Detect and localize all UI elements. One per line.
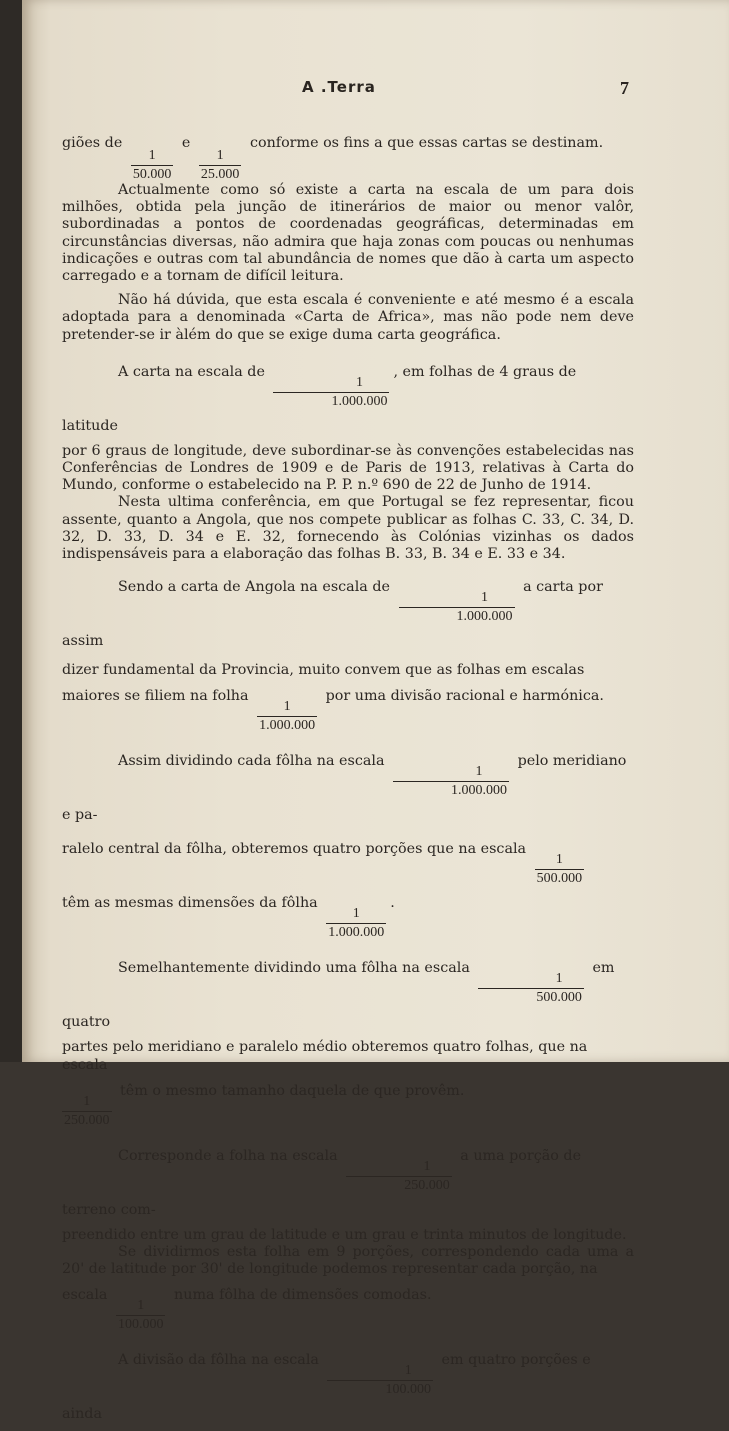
numerator: 1: [216, 148, 224, 163]
fraction: [327, 1364, 433, 1397]
fraction: [116, 1299, 166, 1332]
paragraph: [62, 1278, 634, 1332]
numerator: 1: [137, 1298, 145, 1314]
paragraph: [62, 832, 634, 886]
paragraph: Actualmente como só existe a carta na escala de um para dois milhões, obtida pela junção de itinerários de maior ou menor valôr, subordinadas a pontos de coordenadas geográficas, determinadas em circunstâncias diversas, não admira que haja zonas com poucas ou nenhumas indicações e outras com tal abundância de nomes que dão à carta um aspecto carregado e a tornam de difícil leitura.: [62, 182, 634, 285]
numerator: 1: [555, 852, 563, 868]
book-page: [22, 0, 729, 1423]
paragraph: têm as mesmas dimensões da fôlha $\frac{1}{1.000.000}$ .: [62, 895, 395, 941]
text-span: giões de: [62, 135, 123, 151]
numerator: 1: [283, 699, 291, 715]
denominator: 1.000.000: [393, 781, 509, 798]
text-span: maiores se filiem na folha: [62, 688, 249, 705]
fraction: [62, 1095, 112, 1128]
paragraph: [62, 570, 634, 658]
numerator: 1: [352, 906, 360, 922]
text-span: pelo meridiano e pa-: [62, 753, 627, 824]
paragraph: Não há dúvida, que esta escala é conveniente e até mesmo é a escala adoptada para a denominada «Carta de Africa», mas não pode nem deve pretender-se ir àlém do que se exige duma carta geográfica.: [62, 292, 634, 343]
denominator: 25.000: [200, 167, 240, 182]
numerator: 1: [148, 148, 156, 163]
denominator: 250.000: [346, 1176, 452, 1193]
text-span: Sendo a carta de Angola na escala de: [118, 579, 390, 596]
paragraph: [62, 1343, 634, 1431]
text-span: conforme os fins a que essas cartas se destinam.: [249, 135, 604, 151]
denominator: 250.000: [64, 1112, 110, 1128]
paragraph: [62, 951, 634, 1039]
denominator: 1.000.000: [259, 718, 316, 734]
page-number: 7: [620, 78, 629, 98]
numerator: 1: [355, 374, 363, 390]
paragraph: Nesta ultima conferência, em que Portugal se fez representar, ficou assente, quanto a Angola, que nos compete publicar as folhas C. 33, C. 34, D. 32, D. 33, D. 34 e E. 32, fornecendo às Colónias vizinhas os dados indispensáveis para a elaboração das folhas B. 33, B. 34 e E. 33 e 34.: [62, 494, 634, 563]
text-span: por uma divisão racional e harmónica.: [325, 688, 604, 705]
text-span: a carta por assim: [62, 579, 603, 650]
running-title: A .Terra: [302, 78, 376, 96]
text-span: Assim dividindo cada fôlha na escala: [118, 753, 385, 770]
numerator: 1: [555, 971, 563, 987]
numerator: 1: [83, 1093, 91, 1109]
denominator: 500.000: [478, 988, 584, 1005]
text-span: ralelo central da fôlha, obteremos quatro porções que na escala: [62, 841, 527, 858]
fraction: [131, 149, 174, 182]
running-header: [22, 78, 729, 98]
numerator: 1: [475, 764, 483, 780]
text-span: escala: [62, 1287, 108, 1304]
fraction: [346, 1160, 452, 1193]
fraction: [326, 907, 386, 940]
numerator: 1: [481, 590, 489, 606]
paragraph: dizer fundamental da Provincia, muito convem que as folhas em escalas: [62, 662, 585, 679]
denominator: 500.000: [536, 871, 583, 887]
text-span: numa fôlha de dimensões comodas.: [174, 1287, 432, 1304]
denominator: 50.000: [132, 167, 172, 182]
fraction: [399, 591, 515, 624]
paragraph: [62, 679, 634, 733]
denominator: 100.000: [327, 1380, 433, 1397]
text-span: A divisão da fôlha na escala: [118, 1352, 319, 1369]
paragraph: [62, 1139, 634, 1227]
paragraph: [62, 126, 634, 182]
paragraph: [62, 355, 634, 443]
fraction: [273, 376, 389, 409]
fraction: [199, 149, 242, 182]
body-text: [62, 128, 634, 1431]
denominator: 1.000.000: [328, 925, 385, 941]
numerator: 1: [404, 1363, 412, 1379]
paragraph: [62, 744, 634, 832]
fraction: [535, 853, 585, 886]
numerator: 1: [423, 1158, 431, 1174]
fraction: [257, 700, 317, 733]
text-span: Corresponde a folha na escala: [118, 1147, 338, 1164]
fraction: [393, 765, 509, 798]
paragraph: partes pelo meridiano e paralelo médio obteremos quatro folhas, que na escala: [62, 1039, 588, 1073]
denominator: 100.000: [117, 1317, 164, 1333]
paragraph: preendido entre um grau de latitude e um grau e trinta minutos de longitude.: [62, 1226, 627, 1243]
text-span: Semelhantemente dividindo uma fôlha na escala: [118, 960, 470, 977]
paragraph: por 6 graus de longitude, deve subordinar-se às convenções estabelecidas nas Conferências de Londres de 1909 e de Paris de 1913, relativas à Carta do Mundo, conforme o estabelecido na P. P. n.º 690 de 22 de Junho de 1914.: [62, 442, 634, 494]
text-span: em quatro: [62, 960, 615, 1031]
paragraph: Se dividirmos esta folha em 9 porções, correspondendo cada uma a 20' de latitude por 30' de longitude podemos representar cada porção, na: [62, 1244, 634, 1278]
denominator: 1.000.000: [273, 392, 389, 409]
text-span: e: [181, 135, 191, 151]
book-spine: [0, 0, 22, 1062]
text-span: em quatro porções e ainda: [62, 1352, 591, 1423]
text-span: , em folhas de 4 graus de latitude: [62, 363, 577, 434]
paragraph: [58, 1074, 634, 1128]
denominator: 1.000.000: [399, 607, 515, 624]
text-span: têm as mesmas dimensões da fôlha: [62, 895, 318, 912]
text-span: a uma porção de terreno com-: [62, 1147, 582, 1218]
fraction: [478, 972, 584, 1005]
text-span: A carta na escala de: [118, 363, 265, 380]
text-span: têm o mesmo tamanho daquela de que provêm.: [120, 1082, 465, 1099]
